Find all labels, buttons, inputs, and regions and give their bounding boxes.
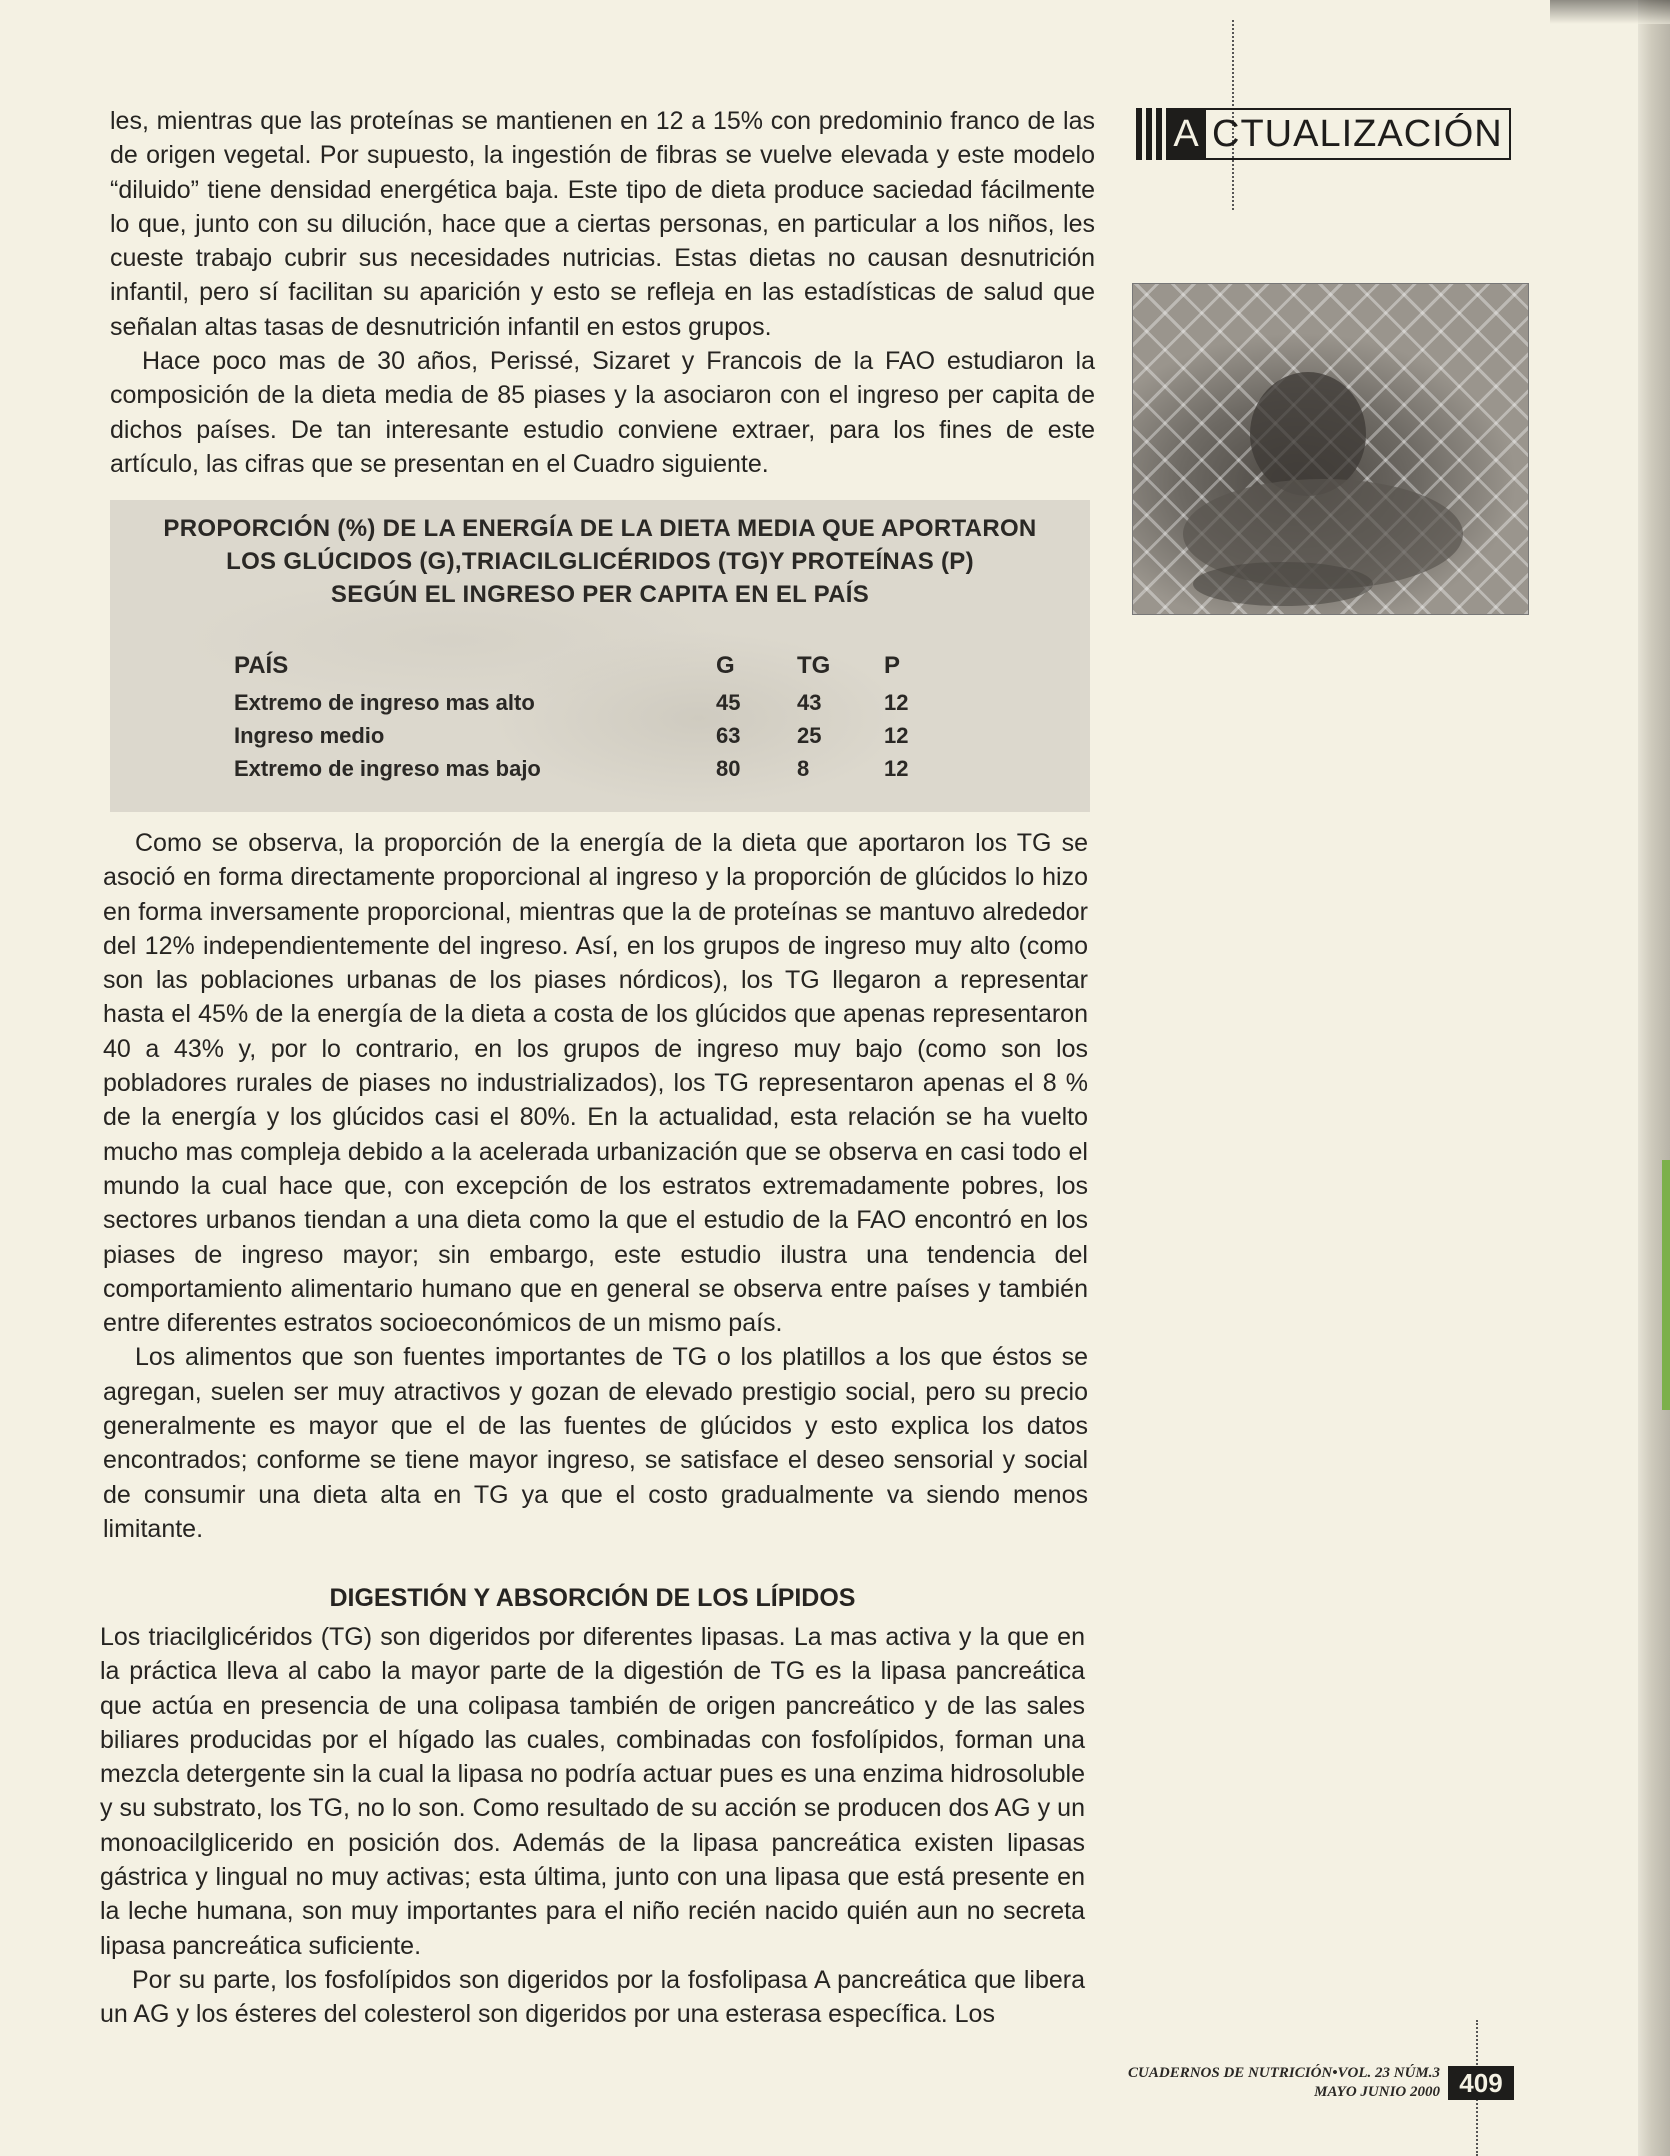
journal-name: CUADERNOS DE NUTRICIÓN•VOL. 23 NÚM.3 <box>1128 2065 1440 2081</box>
section-subheading: DIGESTIÓN Y ABSORCIÓN DE LOS LÍPIDOS <box>329 1584 856 1612</box>
table-cell: Extremo de ingreso mas bajo <box>234 756 541 781</box>
data-table <box>110 500 1090 812</box>
top-text-block <box>110 104 1095 481</box>
column-header-tg: TG <box>797 652 831 679</box>
table-row <box>234 690 954 722</box>
paragraph: Los triacilglicéridos (TG) son digeridos por diferentes lipasas. La mas activa y la que en la práctica lleva al cabo la mayor parte de la digestión de TG es la lipasa pancreática que actúa en presencia de una colipasa también de origen pancreático y de las sales biliares producidas por el hígado las cuales, combinadas con fosfolípidos, forman una mezcla detergente sin la cual la lipasa no podría actuar pues es una enzima hidrosoluble y su substrato, los TG, no lo son. Como resultado de su acción se producen dos AG y un monoacilglicerido en posición dos. Además de la lipasa pancreática existen lipasas gástrica y lingual no muy activas; esta última, junto con una lipasa que está presente en la leche humana, son muy importantes para el niño recién nacido quién aun no secreta lipasa pancreática suficiente. <box>100 1623 1085 1960</box>
paragraph: Los alimentos que son fuentes importantes de TG o los platillos a los que éstos se agregan, suelen ser muy atractivos y gozan de elevado prestigio social, pero su precio generalmente es mayor que el de las fuentes de glúcidos y esto explica los datos encontrados; conforme se tiene mayor ingreso, se satisface el deseo sensorial y social de consumir una dieta alta en TG ya que el costo gradualmente va siendo menos limitante. <box>103 1343 1088 1543</box>
middle-text-block <box>103 826 1088 1546</box>
section-header-initial: A <box>1166 108 1206 160</box>
section-header <box>1136 108 1511 160</box>
table-cell: 43 <box>797 690 822 715</box>
paragraph: Por su parte, los fosfolípidos son digeridos por la fosfolipasa A pancreática que libera un AG y los ésteres del colesterol son digeridos por una esterasa específica. Los <box>100 1965 1085 2029</box>
infant-photo <box>1132 283 1529 615</box>
table-cell: 8 <box>797 756 810 781</box>
table-cell: 80 <box>716 756 741 781</box>
table-cell: 12 <box>884 723 909 748</box>
column-header-pais: PAÍS <box>234 652 289 679</box>
table-header-row <box>234 652 954 684</box>
paragraph: Hace poco mas de 30 años, Perissé, Sizaret y Francois de la FAO estudiaron la composición de la dieta media de 85 piases y la asociaron con el ingreso per capita de dichos países. De tan interesante estudio conviene extraer, para los fines de este artículo, las cifras que se presentan en el Cuadro siguiente. <box>110 347 1095 478</box>
journal-footer <box>1080 2064 1440 2102</box>
column-header-p: P <box>884 652 901 679</box>
page-number: 409 <box>1448 2066 1514 2100</box>
table-row <box>234 756 954 788</box>
paragraph: les, mientras que las proteínas se mantienen en 12 a 15% con predominio franco de las de origen vegetal. Por supuesto, la ingestión de fibras se vuelve elevada y este modelo “diluido” tiene densidad energética baja. Este tipo de dieta produce saciedad fácilmente lo que, junto con su dilución, hace que a ciertas personas, en particular a los niños, les cueste trabajo cubrir sus necesidades nutricias. Estas dietas no causan desnutrición infantil, pero sí facilitan su aparición y esto se refleja en las estadísticas de salud que señalan altas tasas de desnutrición infantil en estos grupos. <box>110 107 1095 341</box>
table-cell: 63 <box>716 723 741 748</box>
table-cell: Ingreso medio <box>234 723 385 748</box>
table-title-line: LOS GLÚCIDOS (G),TRIACILGLICÉRIDOS (TG)Y PROTEÍNAS (P) <box>226 548 974 575</box>
page-edge-shadow <box>1550 0 1670 24</box>
adjacent-page-strip <box>1662 1160 1670 1410</box>
table-cell: Extremo de ingreso mas alto <box>234 690 535 715</box>
column-header-g: G <box>716 652 735 679</box>
journal-date: MAYO JUNIO 2000 <box>1314 2084 1440 2100</box>
bottom-text-block <box>100 1620 1085 2032</box>
table-row <box>234 723 954 755</box>
table-cell: 12 <box>884 690 909 715</box>
header-bars <box>1136 108 1162 160</box>
table-cell: 45 <box>716 690 741 715</box>
table-title <box>110 512 1090 611</box>
table-title-line: SEGÚN EL INGRESO PER CAPITA EN EL PAÍS <box>330 581 870 608</box>
table-cell: 25 <box>797 723 822 748</box>
infant-photo-illustration <box>1133 284 1528 614</box>
page-edge <box>1638 0 1670 2156</box>
paragraph: Como se observa, la proporción de la energía de la dieta que aportaron los TG se asoció en forma directamente proporcional al ingreso y la proporción de glúcidos lo hizo en forma inversamente proporcional, mientras que la de proteínas se mantuvo alrededor del 12% independientemente del ingreso. Así, en los grupos de ingreso muy alto (como son las poblaciones urbanas de los piases nórdicos), los TG llegaron a representar hasta el 45% de la energía de la dieta a costa de los glúcidos que apenas representaron 40 a 43% y, por lo contrario, en los grupos de ingreso muy bajo (como son los pobladores rurales de piases no industrializados), los TG representaron apenas el 8 % de la energía y los glúcidos casi el 80%. En la actualidad, esta relación se ha vuelto mucho mas compleja debido a la acelerada urbanización que se observa en casi todo el mundo la cual hace que, con excepción de los estratos extremadamente pobres, los sectores urbanos tiendan a una dieta como la que el estudio de la FAO encontró en los piases de ingreso mayor; sin embargo, este estudio ilustra una tendencia del comportamiento alimentario humano que en general se observa entre países y también entre diferentes estratos socioeconómicos de un mismo país. <box>103 829 1088 1338</box>
table-cell: 12 <box>884 756 909 781</box>
section-header-title: CTUALIZACIÓN <box>1206 108 1511 160</box>
table-title-line: PROPORCIÓN (%) DE LA ENERGÍA DE LA DIETA MEDIA QUE APORTARON <box>163 515 1037 542</box>
